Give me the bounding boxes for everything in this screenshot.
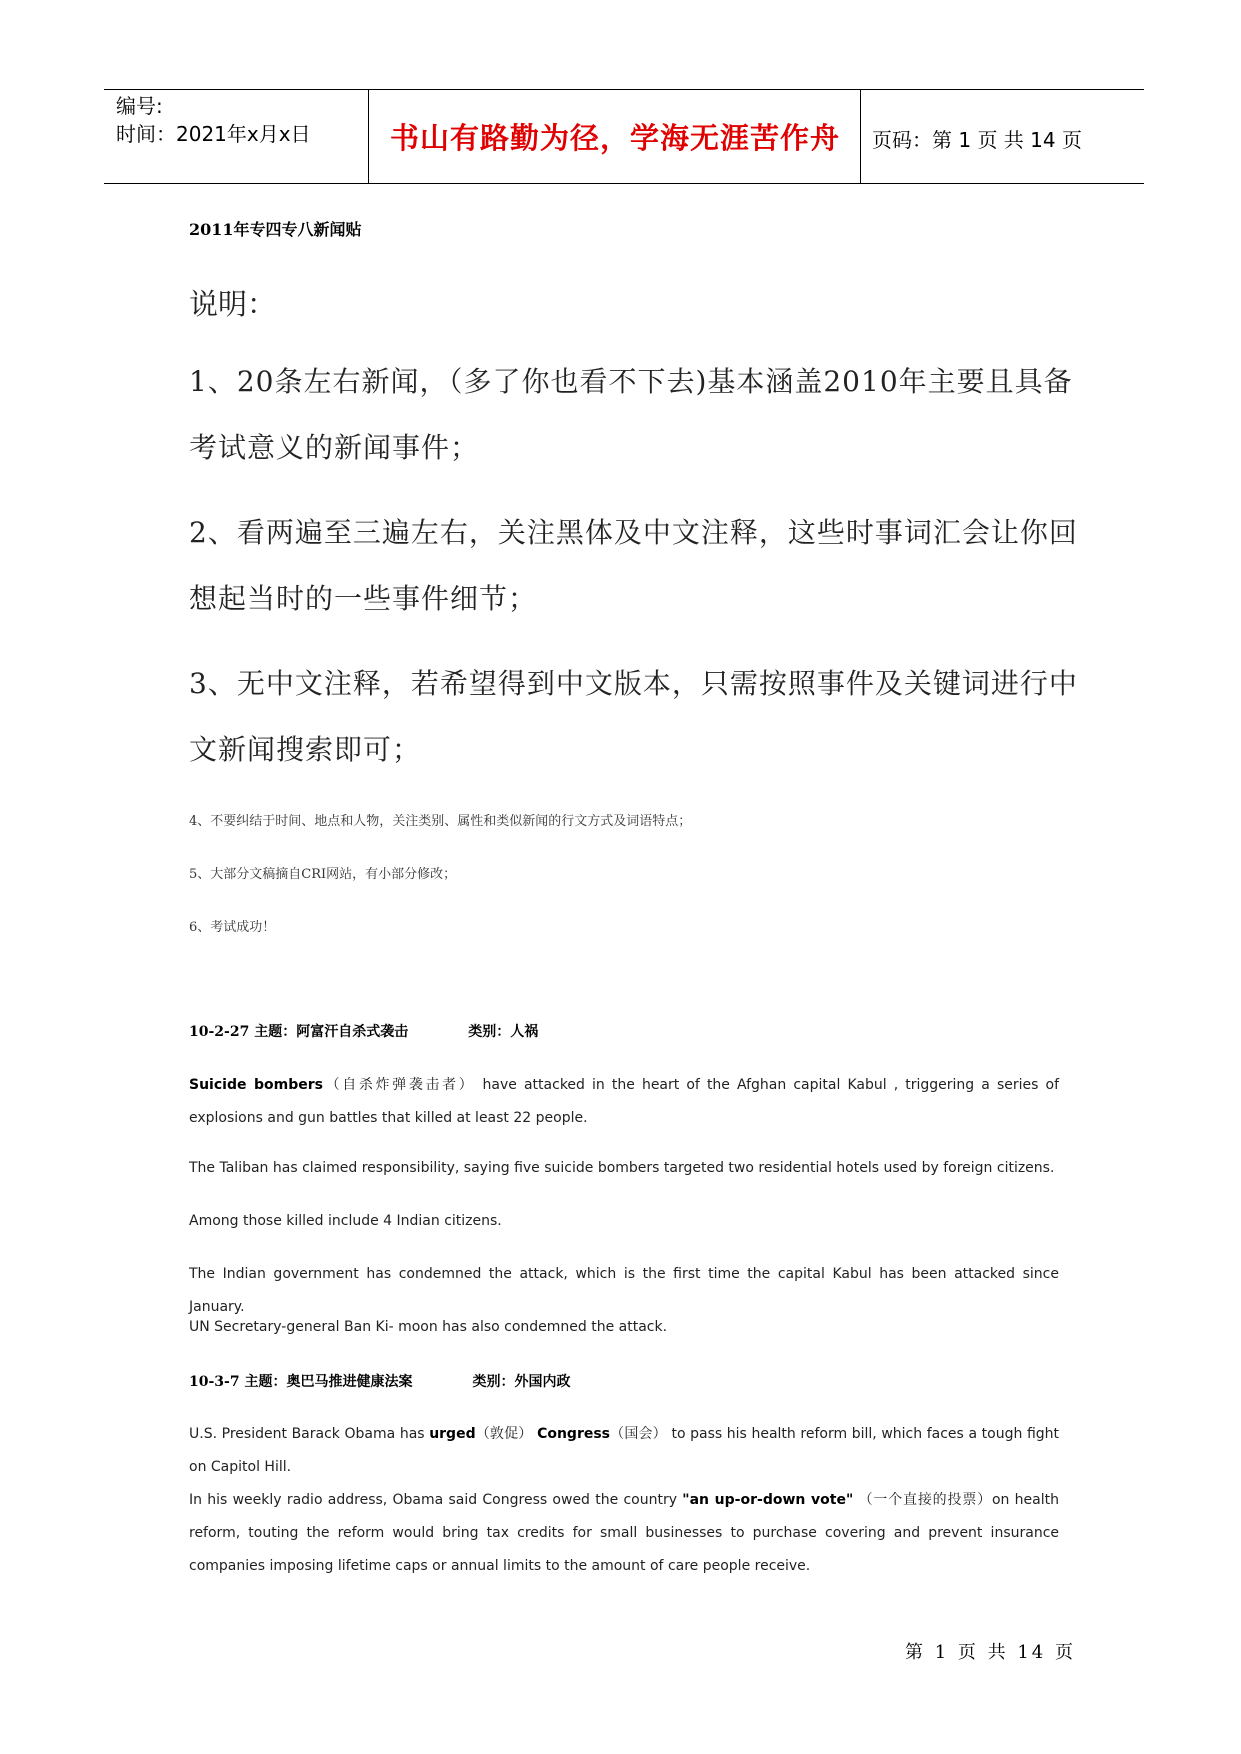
notes-heading: 说明： — [189, 287, 277, 321]
note-item-2: 2、看两遍至三遍左右，关注黑体及中文注释，这些时事词汇会让你回想起当时的一些事件细节； — [189, 516, 1078, 615]
key-term: Congress — [537, 1426, 611, 1442]
key-term: "an up-or-down vote" — [682, 1492, 854, 1508]
news-1-paragraph-2: The Taliban has claimed responsibility, saying five suicide bombers targeted two residential hotels used by foreign citizens. — [189, 1160, 1055, 1176]
paragraph-text: on health reform, touting the reform would bring tax credits for small businesses to purchase covering and prevent insurance companies imposing lifetime caps or annual limits to the amount of care people receive. — [189, 1492, 1059, 1574]
time-label: 时间：2021年x月x日 — [116, 122, 311, 146]
term-annotation: （国会） — [610, 1426, 667, 1442]
header-page-label: 页码：第 1 页 共 14 页 — [872, 128, 1082, 152]
news-category-label: 类别：人祸 — [468, 1024, 539, 1040]
term-annotation: （敦促） — [475, 1426, 533, 1442]
header-divider-left — [368, 89, 369, 183]
news-category-label: 类别：外国内政 — [472, 1374, 571, 1390]
news-topic-1 — [189, 1021, 538, 1041]
news-1-paragraph-4: The Indian government has condemned the attack, which is the first time the capital Kabul has been attacked since January. — [189, 1266, 1059, 1315]
header-top-border — [104, 89, 1144, 90]
news-1-paragraph-3: Among those killed include 4 Indian citizens. — [189, 1213, 502, 1229]
news-topic-2 — [189, 1371, 570, 1391]
note-item-6: 6、考试成功！ — [189, 920, 276, 935]
news-topic-label: 10-3-7 主题：奥巴马推进健康法案 — [189, 1374, 413, 1390]
news-topic-label: 10-2-27 主题：阿富汗自杀式袭击 — [189, 1024, 409, 1040]
news-2-paragraph-2 — [189, 1484, 1059, 1583]
header-meta — [116, 92, 311, 148]
paragraph-text: to pass his health reform bill, which faces a tough fight on Capitol Hill. — [189, 1426, 1060, 1475]
header-divider-right — [860, 89, 861, 183]
header-motto: 书山有路勤为径，学海无涯苦作舟 — [389, 121, 840, 155]
news-1-paragraph-5: UN Secretary-general Ban Ki- moon has also condemned the attack. — [189, 1319, 668, 1335]
footer-page-number: 第 1 页 共 14 页 — [905, 1642, 1076, 1663]
news-2-paragraph-1 — [189, 1418, 1059, 1484]
note-item-5: 5、大部分文稿摘自CRI网站，有小部分修改； — [189, 867, 457, 882]
note-item-4: 4、不要纠结于时间、地点和人物，关注类别、属性和类似新闻的行文方式及词语特点； — [189, 814, 692, 829]
paragraph-text: U.S. President Barack Obama has — [189, 1426, 430, 1442]
serial-label: 编号: — [116, 94, 163, 118]
document-title: 2011年专四专八新闻贴 — [189, 220, 362, 239]
news-1-paragraph-1 — [189, 1069, 1059, 1135]
key-term: Suicide bombers — [189, 1077, 323, 1093]
term-annotation: （自杀炸弹袭击者） — [322, 1077, 476, 1093]
note-item-3: 3、无中文注释，若希望得到中文版本，只需按照事件及关键词进行中文新闻搜索即可； — [189, 667, 1078, 766]
key-term: urged — [429, 1426, 476, 1442]
term-annotation: （一个直接的投票） — [858, 1492, 992, 1508]
header-bottom-border — [104, 183, 1144, 184]
paragraph-text: In his weekly radio address, Obama said Congress owed the country — [189, 1492, 683, 1508]
note-item-1: 1、20条左右新闻，（多了你也看不下去)基本涵盖2010年主要且具备考试意义的新闻事件； — [189, 365, 1073, 464]
paragraph-text: have attacked in the heart of the Afghan capital Kabul , triggering a series of explosions and gun battles that killed at least 22 people. — [189, 1077, 1059, 1126]
